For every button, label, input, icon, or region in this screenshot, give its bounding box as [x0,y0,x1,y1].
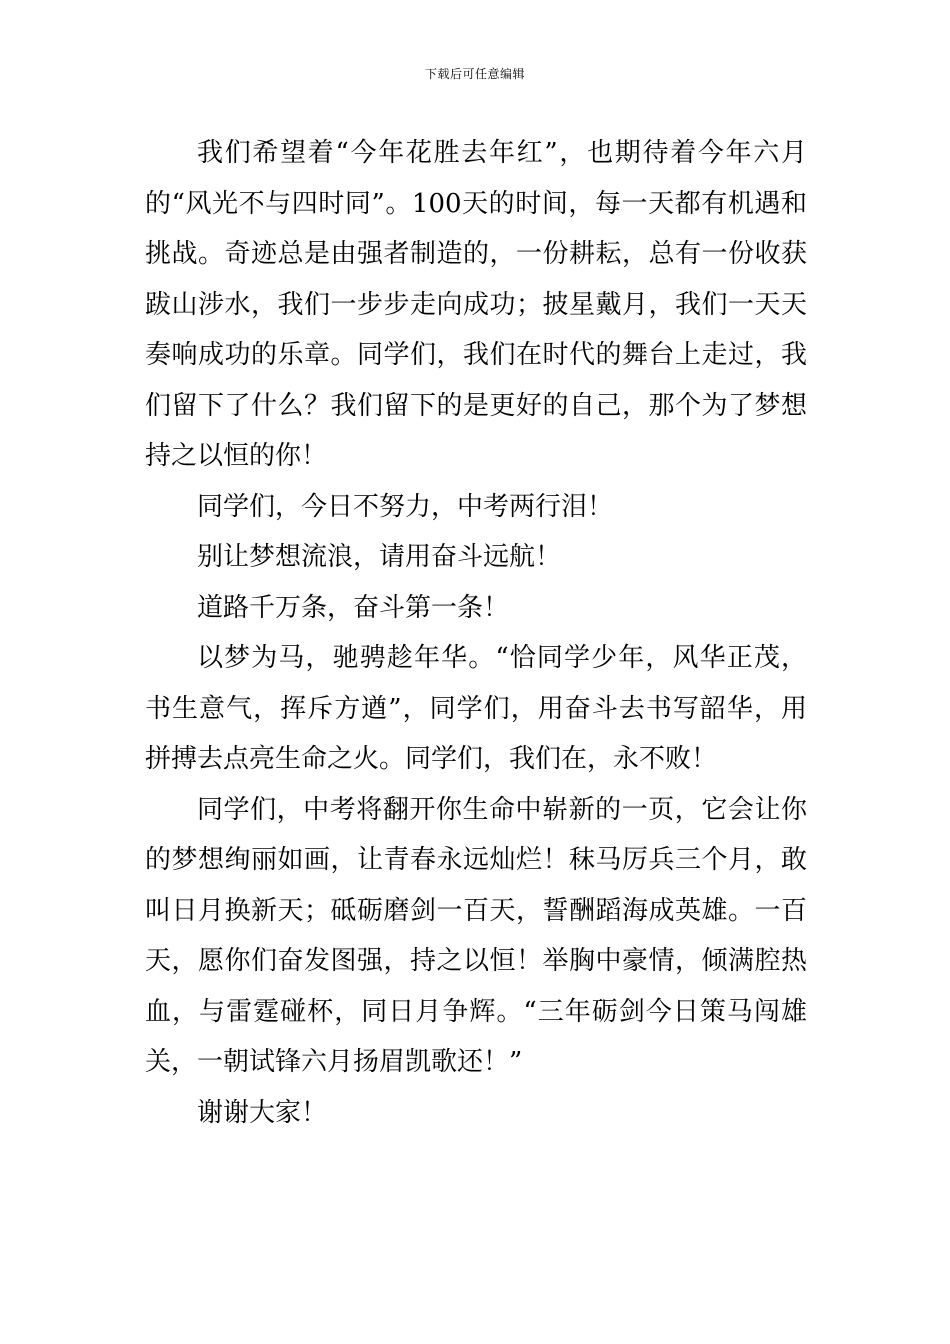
paragraph-2: 同学们，今日不努力，中考两行泪！ [197,491,614,522]
document-body [145,128,807,1138]
page-header: 下载后可任意编辑 [424,67,525,81]
paragraph-5: 以梦为马，驰骋趁年华。“恰同学少年，风华正茂，书生意气，挥斥方遒”，同学们，用奋斗去书写韶华，用拼搏去点亮生命之火。同学们，我们在，永不败！ [145,643,807,774]
paragraph-7: 谢谢大家！ [197,1097,328,1128]
paragraph-4: 道路千万条，奋斗第一条！ [197,592,510,623]
paragraph-1: 我们希望着“今年花胜去年红”，也期待着今年六月的“风光不与四时同”。100天的时间，每一天都有机遇和挑战。奇迹总是由强者制造的，一份耕耘，总有一份收获跋山涉水，我们一步步走向成功；披星戴月，我们一天天奏响成功的乐章。同学们，我们在时代的舞台上走过，我们留下了什么？我们留下的是更好的自己，那个为了梦想持之以恒的你！ [145,138,807,471]
paragraph-3: 别让梦想流浪，请用奋斗远航！ [197,542,562,572]
paragraph-6: 同学们，中考将翻开你生命中崭新的一页，它会让你的梦想绚丽如画，让青春永远灿烂！秣马厉兵三个月，敢叫日月换新天；砥砺磨剑一百天，誓酬蹈海成英雄。一百天，愿你们奋发图强，持之以恒！举胸中豪情，倾满腔热血，与雷霆碰杯，同日月争辉。“三年砺剑今日策马闯雄关，一朝试锋六月扬眉凯歌还！” [145,794,807,1077]
